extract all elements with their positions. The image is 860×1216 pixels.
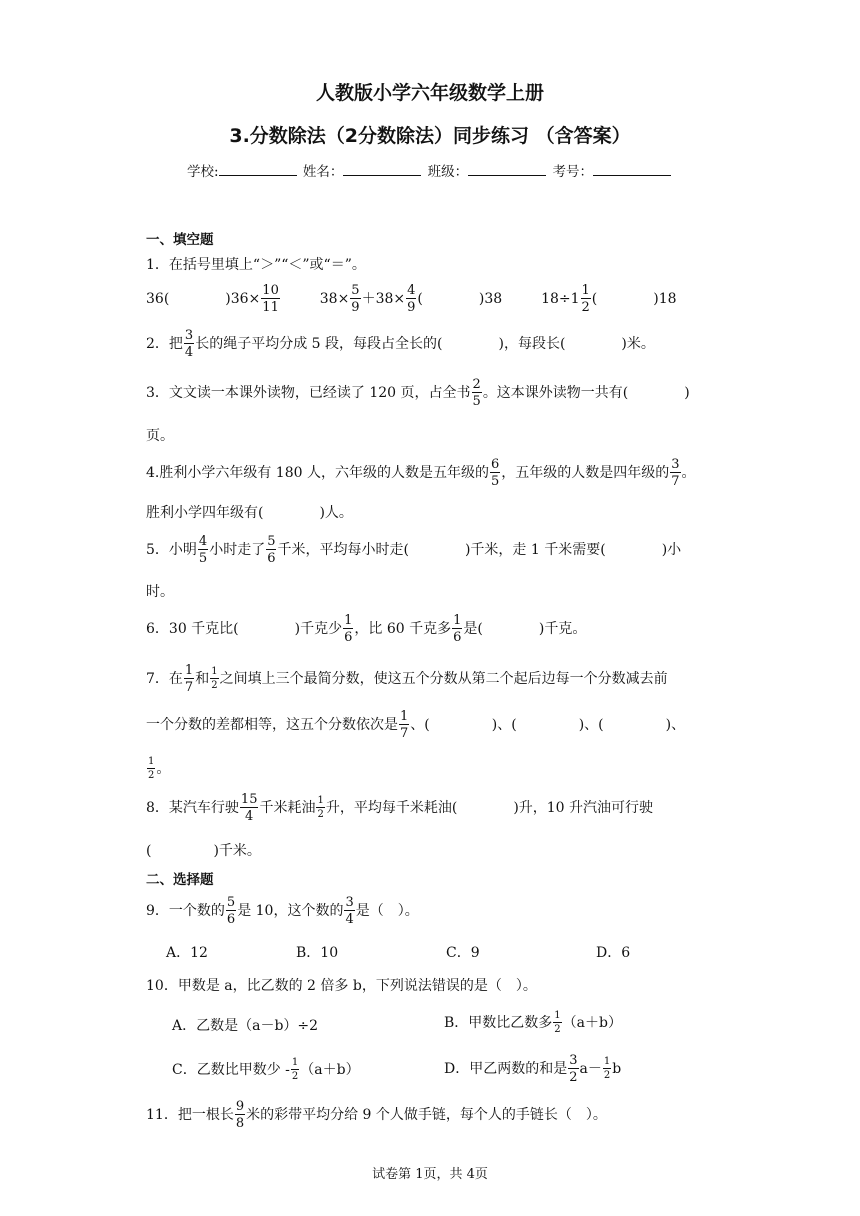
question-4 <box>146 458 720 488</box>
q5-end: )小 <box>661 542 682 558</box>
question-10-prompt: 10．甲数是 a，比乙数的 2 倍多 b，下列说法错误的是（ ）。 <box>146 978 537 994</box>
question-8-line2 <box>146 840 720 860</box>
exam-no-blank <box>593 162 671 176</box>
exam-no-label: 考号： <box>552 164 593 180</box>
q4-fraction-2: $\frac{3}{7}$ <box>671 457 680 489</box>
q2-end: )米。 <box>621 336 655 352</box>
q10-option-a[interactable]: A．乙数是（a－b）÷2 <box>172 1018 319 1034</box>
q9-option-b[interactable]: B．10 <box>296 945 339 961</box>
q8-mid1: 千米耗油 <box>259 800 316 816</box>
question-1-items <box>146 284 720 314</box>
q4-pre: 4.胜利小学六年级有 180 人，六年级的人数是五年级的 <box>146 465 489 481</box>
q10-option-d[interactable] <box>444 1054 621 1084</box>
q7-fraction-2: $\frac{1}{2}$ <box>211 666 218 691</box>
q2-mid: )，每段长( <box>498 336 566 352</box>
q4-fraction-1: $\frac{6}{5}$ <box>490 457 500 489</box>
question-4-line2 <box>146 502 720 522</box>
q7-fraction-1: $\frac{1}{7}$ <box>184 663 194 695</box>
q1-b-fraction-2: $\frac{4}{9}$ <box>407 283 416 315</box>
page-footer: 试卷第 1页，共 4页 <box>372 1167 488 1182</box>
q10-d-fraction-1: $\frac{3}{2}$ <box>569 1053 578 1085</box>
q7-line2-fraction: $\frac{1}{7}$ <box>400 709 409 741</box>
q1-c-fraction: $\frac{1}{2}$ <box>581 283 590 315</box>
name-label: 姓名： <box>302 164 344 180</box>
q8-fraction-1: $\frac{15}{4}$ <box>240 792 258 824</box>
q9-pre: 9．一个数的 <box>146 903 225 919</box>
q8-line2a: ( <box>146 843 152 859</box>
question-7-line2 <box>146 710 720 740</box>
q7-l2d: )、 <box>665 717 686 733</box>
q8-end: )升，10 升汽油可行驶 <box>513 800 654 816</box>
q5-pre: 5．小明 <box>146 542 197 558</box>
q7-l2c: )、( <box>578 717 604 733</box>
q10-d-fraction-2: $\frac{1}{2}$ <box>603 1056 611 1081</box>
section-choice-heading: 二、选择题 <box>146 872 214 888</box>
q10-d-pre: D．甲乙两数的和是 <box>444 1061 568 1077</box>
q10-option-b[interactable] <box>444 1011 622 1035</box>
name-blank <box>343 162 421 176</box>
q1-a-mid: )36× <box>225 291 261 307</box>
q7-l2b: )、( <box>491 717 517 733</box>
q11-post: 米的彩带平均分给 9 个人做手链，每个人的手链长（ ）。 <box>246 1107 607 1123</box>
q5-fraction-2: $\frac{5}{6}$ <box>267 534 276 566</box>
question-9 <box>146 896 720 926</box>
question-1-prompt: 1．在括号里填上“＞”“＜”或“＝”。 <box>146 257 366 273</box>
q8-mid2: 升，平均每千米耗油( <box>325 800 458 816</box>
exam-subtitle: 3.分数除法（2分数除法）同步练习 （含答案） <box>229 125 631 147</box>
q6-end: )千克。 <box>538 621 587 637</box>
q10-d-mid: a－ <box>579 1061 602 1077</box>
question-3 <box>146 378 720 408</box>
q6-pre: 6．30 千克比( <box>146 621 239 637</box>
q10-c-fraction: $\frac{1}{2}$ <box>291 1057 299 1082</box>
q6-fraction-2: $\frac{1}{6}$ <box>453 613 462 645</box>
q5-mid1: 小时走了 <box>209 542 266 558</box>
question-7-line3 <box>146 757 720 781</box>
question-8 <box>146 793 720 823</box>
q8-fraction-2: $\frac{1}{2}$ <box>317 795 324 820</box>
q6-mid1: )千克少 <box>294 621 343 637</box>
q2-post: 长的绳子平均分成 5 段，每段占全长的( <box>195 336 443 352</box>
question-2 <box>146 329 720 359</box>
q4-line2a: 胜利小学四年级有( <box>146 505 264 521</box>
question-5-line2: 时。 <box>146 584 174 600</box>
q5-mid3: )千米，走 1 千米需要( <box>464 542 606 558</box>
q5-fraction-1: $\frac{4}{5}$ <box>198 534 208 566</box>
q7-mid1: 和 <box>195 671 210 687</box>
q2-fraction: $\frac{3}{4}$ <box>184 328 194 360</box>
q7-post: 之间填上三个最简分数，使这五个分数从第二个起后边每一个分数减去前 <box>219 671 668 687</box>
q3-post: 。这本课外读物一共有( <box>482 385 629 401</box>
q10-c-pre: C．乙数比甲数少 - <box>172 1062 290 1078</box>
section-fill-heading: 一、填空题 <box>146 232 214 248</box>
q10-d-post: b <box>612 1061 622 1077</box>
q1-b-left: 38× <box>319 291 350 307</box>
q1-a-fraction: $\frac{10}{11}$ <box>262 283 279 315</box>
q9-fraction-1: $\frac{5}{6}$ <box>226 895 236 927</box>
q4-line2b: )人。 <box>319 505 353 521</box>
q1-a-left: 36( <box>146 291 170 307</box>
q4-end: 。 <box>681 465 696 481</box>
q10-c-post: （a＋b） <box>300 1062 360 1078</box>
q11-pre: 11．把一根长 <box>146 1107 234 1123</box>
q6-mid2: ，比 60 千克多 <box>354 621 452 637</box>
q2-pre: 2．把 <box>146 336 183 352</box>
q1-b-right: )38 <box>478 291 503 307</box>
q1-c-paren: ( <box>591 291 598 307</box>
q1-c-left: 18÷1 <box>541 291 580 307</box>
question-3-line2: 页。 <box>146 428 174 444</box>
question-11 <box>146 1100 720 1130</box>
q1-c-right: )18 <box>653 291 677 307</box>
student-info-row <box>0 160 860 180</box>
q6-mid3: 是( <box>463 621 483 637</box>
q10-b-fraction: $\frac{1}{2}$ <box>554 1010 561 1035</box>
q3-end: ) <box>684 385 690 401</box>
q3-fraction: $\frac{2}{5}$ <box>472 377 481 409</box>
q10-option-c[interactable] <box>172 1058 360 1082</box>
q9-end: 是（ ）。 <box>355 903 419 919</box>
class-label: 班级： <box>427 164 469 180</box>
school-label: 学校: <box>187 164 219 180</box>
q9-option-d[interactable]: D．6 <box>596 945 631 961</box>
q8-pre: 8．某汽车行驶 <box>146 800 239 816</box>
q10-b-post: （a＋b） <box>562 1015 622 1031</box>
q7-line2: 一个分数的差都相等，这五个分数依次是 <box>146 717 398 733</box>
q1-b-paren: ( <box>417 291 423 307</box>
class-blank <box>468 162 546 176</box>
question-5 <box>146 535 720 565</box>
q10-b-pre: B．甲数比乙数多 <box>444 1015 553 1031</box>
q7-l2a: 、( <box>410 717 430 733</box>
q9-option-c[interactable]: C．9 <box>446 945 480 961</box>
school-blank <box>219 162 297 176</box>
q4-mid: ，五年级的人数是四年级的 <box>501 465 670 481</box>
q6-fraction-1: $\frac{1}{6}$ <box>344 613 353 645</box>
q9-option-a[interactable]: A．12 <box>166 945 208 961</box>
question-6 <box>146 614 720 644</box>
q11-fraction: $\frac{9}{8}$ <box>235 1099 245 1131</box>
q1-b-mid: ＋38× <box>361 291 406 307</box>
q8-line2b: )千米。 <box>213 843 261 859</box>
q9-fraction-2: $\frac{3}{4}$ <box>345 895 354 927</box>
question-7 <box>146 664 720 694</box>
q3-pre: 3．文文读一本课外读物，已经读了 120 页，占全书 <box>146 385 471 401</box>
q7-line3-fraction: $\frac{1}{2}$ <box>148 756 155 781</box>
q7-pre: 7．在 <box>146 671 183 687</box>
q5-mid2: 千米，平均每小时走( <box>277 542 409 558</box>
exam-title: 人教版小学六年级数学上册 <box>315 82 544 104</box>
q1-b-fraction-1: $\frac{5}{9}$ <box>351 283 360 315</box>
q9-mid: 是 10，这个数的 <box>237 903 344 919</box>
q7-l3end: 。 <box>156 761 171 777</box>
